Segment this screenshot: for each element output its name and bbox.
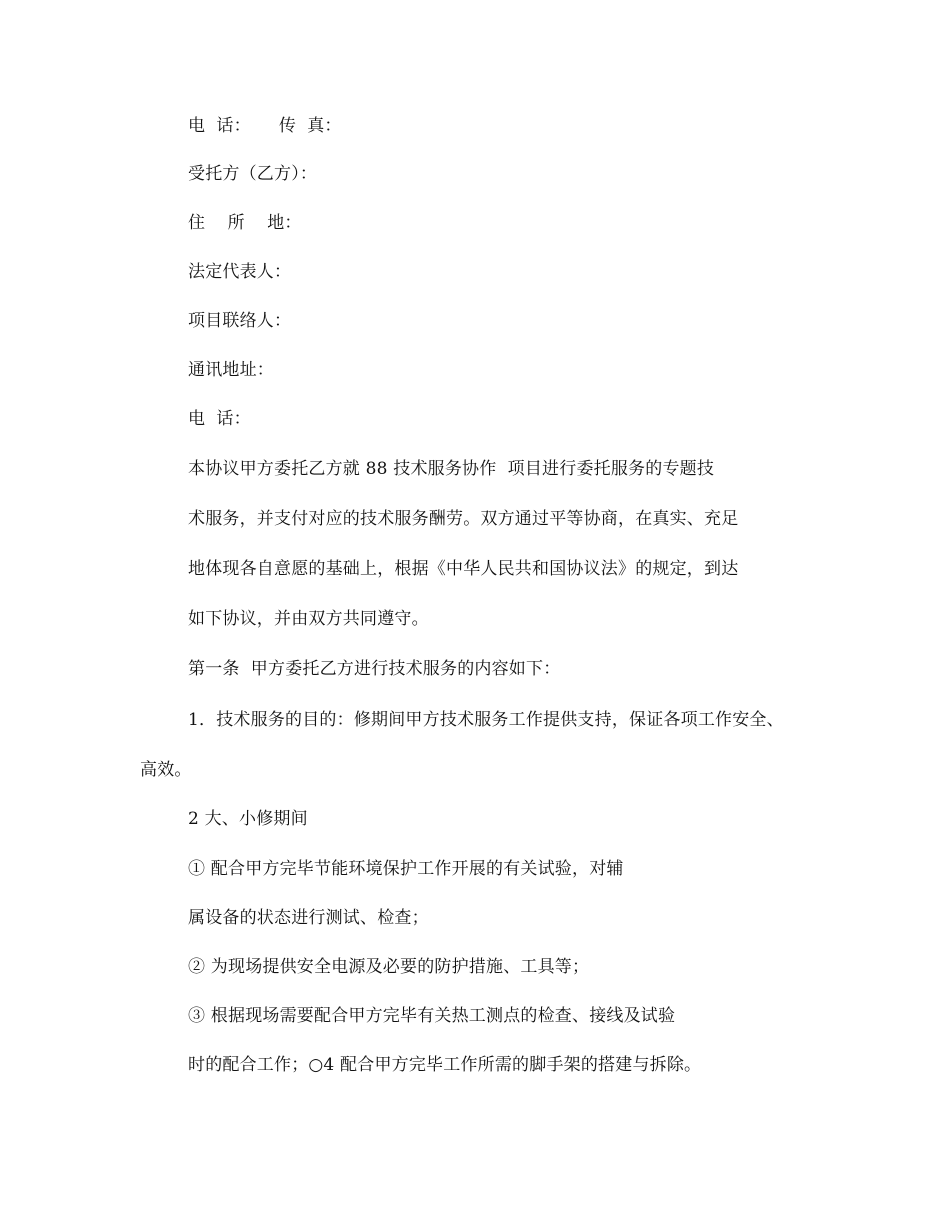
project-contact-label: 项目联络人： xyxy=(188,311,292,331)
sub-item: ③ 根据现场需要配合甲方完毕有关热工测点的检查、接线及试验 xyxy=(188,1006,676,1026)
paragraph-line: 地体现各自意愿的基础上，根据《中华人民共和国协议法》的规定，到达 xyxy=(188,559,739,579)
mailing-address-label: 通讯地址： xyxy=(188,360,274,380)
legal-representative-label: 法定代表人： xyxy=(188,262,292,282)
list-item: 2 大、小修期间 xyxy=(188,809,308,829)
address-label: 住 所 地： xyxy=(188,213,302,233)
paragraph-line: 如下协议，并由双方共同遵守。 xyxy=(188,609,429,629)
trustee-party-label: 受托方（乙方）： xyxy=(188,164,318,184)
sub-item: ① 配合甲方完毕节能环境保护工作开展的有关试验，对辅 xyxy=(188,859,624,879)
sub-item: ② 为现场提供安全电源及必要的防护措施、工具等； xyxy=(188,957,590,977)
sub-item-continuation: 属设备的状态进行测试、检查； xyxy=(188,908,429,928)
phone-fax-line: 电 话： 传 真： xyxy=(188,116,342,136)
list-item-continuation: 高效。 xyxy=(140,760,192,780)
paragraph-line: 术服务，并支付对应的技术服务酬劳。双方通过平等协商，在真实、充足 xyxy=(188,509,739,529)
article-heading: 第一条 甲方委托乙方进行技术服务的内容如下： xyxy=(188,659,561,679)
list-item: 1．技术服务的目的：修期间甲方技术服务工作提供支持，保证各项工作安全、 xyxy=(188,710,784,730)
paragraph-line: 本协议甲方委托乙方就 88 技术服务协作 项目进行委托服务的专题技 xyxy=(188,459,715,479)
sub-item-continuation: 时的配合工作；○4 配合甲方完毕工作所需的脚手架的搭建与拆除。 xyxy=(188,1055,702,1075)
phone-label: 电 话： xyxy=(188,409,251,429)
